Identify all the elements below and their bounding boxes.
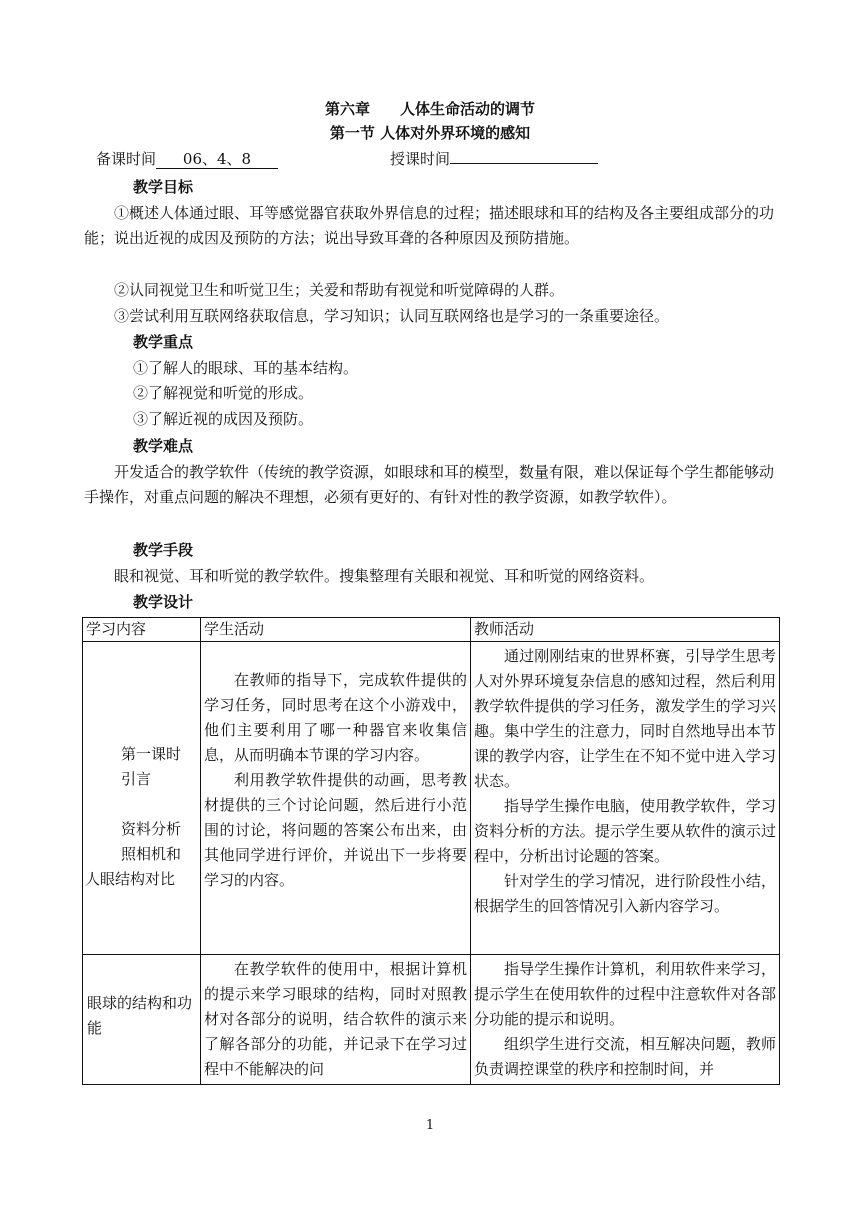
row2-student-cell: [201, 955, 471, 1085]
class-time-line: [390, 148, 598, 170]
table-row: [83, 955, 780, 1085]
class-time-label: 授课时间: [390, 150, 451, 168]
key-point-2: ②了解视觉和听觉的形成。: [133, 384, 314, 402]
prep-time-label: 备课时间: [96, 150, 157, 168]
goals-heading: 教学目标: [133, 178, 194, 196]
header-teacher: 教师活动: [471, 618, 780, 642]
design-heading: 教学设计: [133, 593, 194, 611]
row2-teacher-cell: [471, 955, 780, 1085]
design-table: [82, 617, 780, 1085]
prep-time-value: 06、4、8: [156, 150, 278, 169]
goal-item-2: ②认同视觉卫生和听觉卫生；关爱和帮助有视觉和听觉障碍的人群。: [114, 281, 565, 299]
key-point-1: ①了解人的眼球、耳的基本结构。: [133, 359, 359, 377]
row2-content-cell: [83, 955, 201, 1085]
content-text: 眼球的结构和功能: [87, 994, 193, 1037]
table-header-row: [83, 618, 780, 642]
row1-teacher-cell: [471, 642, 780, 955]
section-title: 第一节 人体对外界环境的感知: [329, 124, 531, 142]
prep-time-line: [96, 148, 278, 170]
teacher-activity-paragraph: 指导学生操作电脑，使用教学软件，学习资料分析的方法。提示学生要从软件的演示过程中，分析出讨论题的答案。: [474, 797, 776, 865]
content-text: 资料分析: [121, 820, 182, 838]
chapter-title: 第六章 人体生命活动的调节: [324, 100, 535, 118]
header-student: 学生活动: [201, 618, 471, 642]
row1-student-cell: [201, 642, 471, 955]
goal-item-1: ①概述人体通过眼、耳等感觉器官获取外界信息的过程；描述眼球和耳的结构及各主要组成部分的功能；说出近视的成因及预防的方法；说出导致耳聋的各种原因及预防措施。: [84, 204, 775, 247]
teacher-activity-paragraph: 通过刚刚结束的世界杯赛，引导学生思考人对外界环境复杂信息的感知过程，然后利用教学软件提供的学习任务，激发学生的学习兴趣。集中学生的注意力，同时自然地导出本节课的教学内容，让学生在不知不觉中进入学习状态。: [474, 647, 776, 790]
row1-content-cell: [83, 642, 201, 955]
header-content: 学习内容: [83, 618, 201, 642]
table-row: [83, 642, 780, 955]
content-text: 第一课时: [121, 745, 182, 763]
student-activity-paragraph: 在教学软件的使用中，根据计算机的提示来学习眼球的结构，同时对照教材对各部分的说明，结合软件的演示来了解各部分的功能，并记录下在学习过程中不能解决的问: [204, 960, 467, 1078]
content-text: 人眼结构对比: [85, 870, 176, 888]
student-activity-paragraph: 在教师的指导下，完成软件提供的学习任务，同时思考在这个小游戏中，他们主要利用了哪一种器官来收集信息，从而明确本节课的学习内容。: [204, 671, 467, 764]
student-activity-paragraph: 利用教学软件提供的动画，思考教材提供的三个讨论问题，然后进行小范围的讨论，将问题的答案公布出来，由其他同学进行评价，并说出下一步将要学习的内容。: [204, 771, 467, 889]
teacher-activity-paragraph: 针对学生的学习情况，进行阶段性小结，根据学生的回答情况引入新内容学习。: [474, 872, 776, 915]
page-number: 1: [425, 1118, 435, 1133]
difficulties-heading: 教学难点: [133, 437, 194, 455]
class-time-blank: [450, 163, 598, 164]
teacher-activity-paragraph: 指导学生操作计算机，利用软件来学习，提示学生在使用软件的过程中注意软件对各部分功能的提示和说明。: [474, 960, 776, 1028]
key-point-3: ③了解近视的成因及预防。: [133, 410, 314, 428]
goal-item-3: ③尝试利用互联网络获取信息，学习知识；认同互联网络也是学习的一条重要途径。: [114, 307, 670, 325]
difficulties-text: 开发适合的教学软件（传统的教学资源，如眼球和耳的模型，数量有限，难以保证每个学生都能够动手操作，对重点问题的解决不理想，必须有更好的、有针对性的教学资源，如教学软件）。: [84, 463, 775, 506]
means-text: 眼和视觉、耳和听觉的教学软件。搜集整理有关眼和视觉、耳和听觉的网络资料。: [114, 567, 655, 585]
content-text: 引言: [121, 770, 152, 788]
teacher-activity-paragraph: 组织学生进行交流，相互解决问题，教师负责调控课堂的秩序和控制时间，并: [474, 1035, 776, 1078]
key-points-heading: 教学重点: [133, 333, 194, 351]
content-text: 照相机和: [121, 845, 182, 863]
means-heading: 教学手段: [133, 541, 194, 559]
